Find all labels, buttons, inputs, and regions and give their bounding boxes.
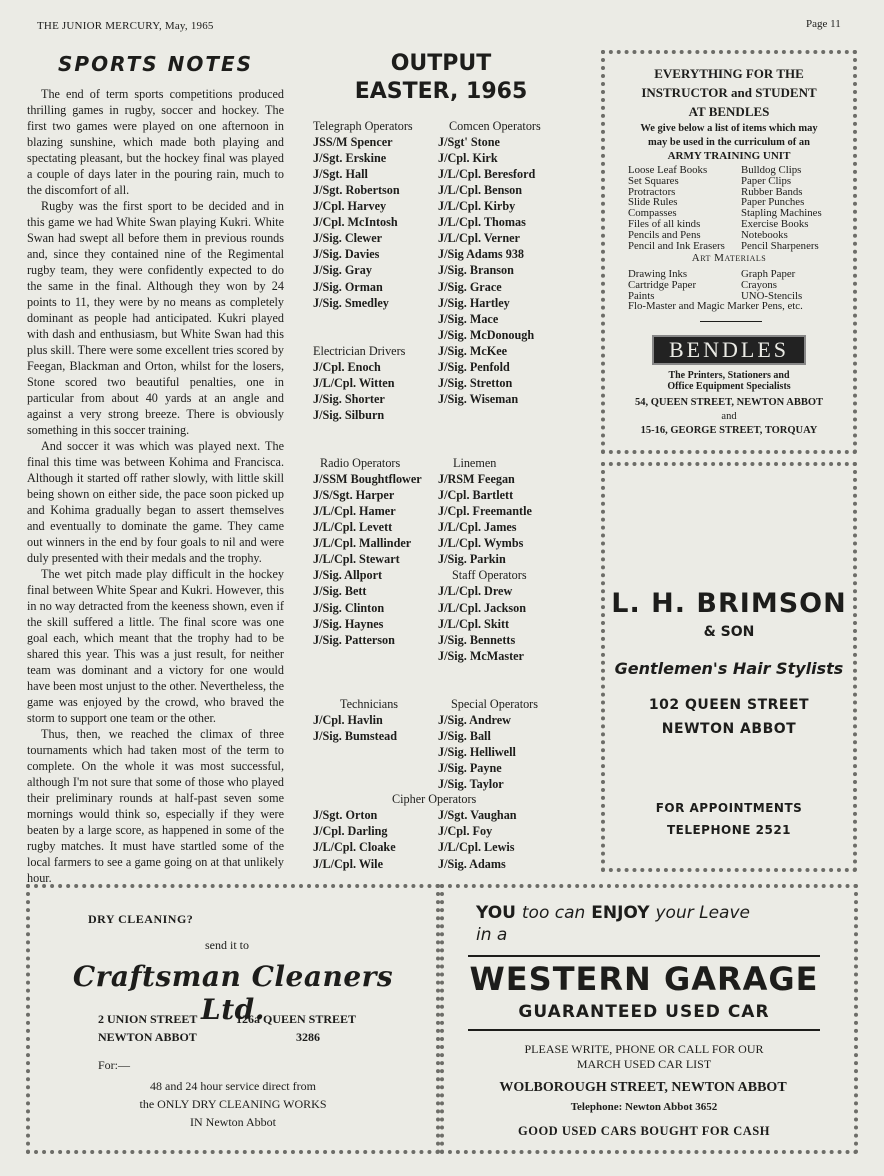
roster-entry: J/L/Cpl. Hamer (313, 504, 396, 519)
bendles-item: Paper Clips (741, 174, 792, 187)
roster-entry: J/L/Cpl. Lewis (438, 840, 515, 855)
bendles-and: and (721, 411, 737, 422)
bendles-item: Pencil Sharpeners (741, 239, 819, 252)
running-header: THE JUNIOR MERCURY, May, 1965 (37, 20, 214, 32)
bendles-art-item: UNO-Stencils (741, 289, 803, 302)
bendles-item: Exercise Books (741, 218, 809, 230)
bendles-intro-line: ARMY TRAINING UNIT (667, 150, 791, 162)
bendles-item: Rubber Bands (741, 185, 803, 198)
roster-heading: Telegraph Operators (313, 119, 413, 133)
bendles-heading-line: AT BENDLES (688, 104, 770, 119)
roster-entry: J/L/Cpl. Levett (313, 520, 393, 535)
brimson-address-town: NEWTON ABBOT (661, 721, 797, 737)
bendles-address-torquay: 15-16, GEORGE STREET, TORQUAY (640, 425, 818, 436)
cleaners-phone: 3286 (296, 1030, 320, 1044)
roster-entry: J/Sig. Patterson (313, 632, 395, 647)
roster-heading: Linemen (453, 456, 497, 471)
roster-entry: J/L/Cpl. Witten (313, 375, 395, 390)
roster-entry: J/Cpl. Bartlett (438, 488, 514, 503)
bendles-item: Slide Rules (628, 196, 678, 209)
roster-heading: Electrician Drivers (313, 343, 406, 358)
roster-entry: J/Sig. Bumstead (313, 728, 397, 743)
page-number: Page 11 (806, 18, 841, 30)
roster-heading: Comcen Operators (449, 119, 541, 133)
cleaners-question: DRY CLEANING? (88, 912, 194, 926)
roster-entry: J/S/Sgt. Harper (313, 488, 395, 503)
roster-entry: J/Sig Adams 938 (438, 247, 525, 262)
roster-entry: J/Sgt. Vaughan (438, 808, 517, 822)
roster-entry: J/Sgt' Stone (438, 135, 500, 150)
roster-entry: J/Sgt. Erskine (313, 151, 387, 166)
brimson-name: L. H. BRIMSON (611, 588, 847, 619)
roster-entry: J/L/Cpl. Kirby (438, 199, 516, 214)
bendles-printers-line: Office Equipment Specialists (667, 381, 791, 392)
roster-entry: J/Sig. Gray (313, 263, 372, 278)
roster-entry: J/Sig. Helliwell (438, 744, 516, 759)
bendles-item: Files of all kinds (628, 218, 701, 230)
roster-entry: J/Sgt. Hall (313, 167, 368, 182)
bendles-logo: BENDLES (652, 335, 806, 365)
garage-address: WOLBOROUGH STREET, NEWTON ABBOT (499, 1080, 787, 1095)
sports-notes-article (27, 86, 284, 886)
roster-entry: J/Cpl. Darling (313, 824, 388, 839)
roster-entry: J/Sig. Clinton (313, 600, 385, 615)
article-paragraph: And soccer it was which was played next. The final this time was between Kohima and Francisca. Although it started off rather slowly, with little skill being shown on either side, the pace soon picked up and Kohima gradually began to assert themselves and eventually to dominate the game. They came out winners in the end by four goals to nil and were duly presented with their medals and the trophy. (27, 439, 284, 565)
roster-entry: J/Cpl. Kirk (438, 151, 498, 166)
bendles-item: Notebooks (741, 228, 788, 241)
roster-entry: J/Sig. McKee (438, 343, 508, 358)
garage-guaranteed: GUARANTEED USED CAR (518, 1002, 770, 1022)
roster-entry: J/Sig. Taylor (438, 777, 504, 792)
roster-entry: J/Sig. Allport (313, 568, 383, 583)
garage-please-line: PLEASE WRITE, PHONE OR CALL FOR OUR (524, 1042, 764, 1056)
bendles-item: Pencil and Ink Erasers (628, 239, 725, 252)
roster-entry: J/Sig. Wiseman (438, 391, 519, 406)
roster-entry: J/L/Cpl. Verner (438, 231, 520, 246)
roster-entry: J/L/Cpl. Jackson (438, 600, 527, 615)
roster-entry: J/Sig. Haynes (313, 616, 384, 631)
article-paragraph: The end of term sports competitions produced thrilling games in rugby, soccer and hockey. The first two games were played on one afternoon in blazing sunshine, which made both playing and spectating pleasant, but the hockey final was played a couple of days later in the pouring rain, much to the discomfort of all. (27, 87, 284, 197)
roster-entry: J/Sig. Grace (438, 279, 502, 294)
bendles-item: Protractors (628, 185, 676, 198)
divider (468, 1029, 820, 1031)
roster-entry: J/Sgt. Orton (313, 808, 378, 822)
cleaners-for: For:— (98, 1058, 131, 1072)
divider (700, 321, 762, 322)
bendles-art-item: Cartridge Paper (628, 278, 697, 291)
roster-heading: Special Operators (451, 696, 538, 711)
output-title (330, 50, 552, 106)
roster-entry: J/L/Cpl. Stewart (313, 552, 400, 567)
roster-entry: J/Cpl. Foy (438, 824, 493, 839)
roster-entry: J/Sig. Clewer (313, 231, 383, 246)
roster-entry: J/Sig. Parkin (438, 552, 506, 567)
roster-entry: J/Sig. Andrew (438, 712, 511, 727)
roster-entry: J/Sgt. Robertson (313, 183, 400, 198)
roster-entry: J/Sig. Hartley (438, 295, 510, 310)
bendles-item: Compasses (628, 207, 677, 220)
bendles-item: Stapling Machines (741, 207, 822, 220)
roster-heading: Technicians (340, 696, 399, 711)
bendles-heading-line: INSTRUCTOR and STUDENT (641, 85, 817, 100)
roster-entry: J/RSM Feegan (438, 472, 515, 487)
garage-tagline-you: YOU (476, 903, 516, 923)
cleaners-address-town: NEWTON ABBOT (98, 1030, 197, 1044)
roster-entry: J/Sig. Ball (438, 728, 491, 743)
garage-tagline-enjoy: ENJOY (591, 903, 650, 923)
bendles-flo-master: Flo-Master and Magic Marker Pens, etc. (628, 300, 803, 312)
roster-entry: J/Sig. Stretton (438, 375, 513, 390)
bendles-address-newton: 54, QUEEN STREET, NEWTON ABBOT (634, 397, 824, 408)
sports-notes-title: SPORTS NOTES (58, 52, 254, 76)
garage-please-write (468, 1042, 820, 1072)
roster-entry: J/L/Cpl. Wile (313, 856, 383, 871)
garage-tagline-too-can: too can (521, 903, 586, 923)
roster-entry: J/Cpl. Harvey (313, 199, 387, 214)
brimson-stylists: Gentlemen's Hair Stylists (614, 659, 844, 678)
article-paragraph: Thus, then, we reached the climax of three tournaments which had taken most of the term to complete. On the whole it was most successful, although I'm not sure that some of those who played their preliminary rounds at half-past seven some mornings would think so, especially if they were beaten by a large score, as happened in some of the rugby matches. It must have startled some of the local farmers to see a game going on at that unlikely hour. (27, 727, 284, 885)
roster-entry: J/Sig. Orman (313, 279, 383, 294)
roster-entry: J/L/Cpl. Wymbs (438, 536, 524, 551)
roster-entry: J/L/Cpl. Benson (438, 183, 522, 198)
roster-entry: J/Sig. McMaster (438, 648, 524, 663)
bendles-art-item: Crayons (741, 278, 777, 291)
roster-entry: J/Sig. Adams (438, 856, 506, 871)
roster-heading: Staff Operators (452, 568, 527, 583)
bendles-heading (618, 64, 840, 121)
bendles-intro-line: may be used in the curriculum of an (648, 136, 810, 148)
garage-name: WESTERN GARAGE (469, 960, 819, 998)
cleaners-service-line: 48 and 24 hour service direct from (150, 1079, 316, 1093)
roster-entry: JSS/M Spencer (313, 135, 393, 150)
bendles-item: Set Squares (628, 174, 679, 187)
bendles-item: Loose Leaf Books (628, 164, 708, 176)
brimson-telephone: TELEPHONE 2521 (666, 823, 792, 837)
roster-heading: Cipher Operators (392, 792, 477, 806)
roster-entry: J/L/Cpl. Drew (438, 584, 513, 599)
bendles-intro (618, 122, 840, 164)
roster-entry: J/L/Cpl. Mallinder (313, 536, 412, 551)
roster-entry: J/SSM Boughtflower (313, 472, 422, 487)
garage-tagline-in-a: in a (476, 925, 508, 945)
bendles-item: Paper Punches (741, 196, 805, 209)
roster-entry: J/Sig. Davies (313, 247, 380, 262)
bendles-printers (618, 370, 840, 392)
brimson-appointments: FOR APPOINTMENTS (655, 801, 803, 815)
garage-telephone: Telephone: Newton Abbot 3652 (570, 1101, 718, 1113)
bendles-art-item: Drawing Inks (628, 268, 688, 280)
roster-entry: J/L/Cpl. Thomas (438, 215, 526, 230)
roster-entry: J/L/Cpl. James (438, 520, 517, 535)
output-title-line: EASTER, 1965 (354, 79, 528, 104)
article-paragraph: The wet pitch made play difficult in the hockey final between White Spear and Kukri. However, this in no way detracted from the keeness shown, even if the skill suffered a little. The final score was one goal each, which meant that the trophy had to be shared this year. This was a just result, for neither team was dominant and a victory for one would have been most unjust to the other. Nevertheless, the game was enjoyed by the crowd, who braved the storm to support one team or the other. (27, 567, 284, 725)
roster-entry: J/L/Cpl. Cloake (313, 840, 396, 855)
garage-cash: GOOD USED CARS BOUGHT FOR CASH (518, 1124, 770, 1138)
roster-entry: J/Sig. Smedley (313, 295, 389, 310)
roster-entry: J/Sig. Penfold (438, 359, 510, 374)
roster-entry: J/Sig. Silburn (313, 407, 385, 422)
bendles-intro-line: We give below a list of items which may (640, 123, 818, 134)
roster-entry: J/Sig. McDonough (438, 327, 535, 342)
roster-entry: J/Cpl. Enoch (313, 359, 381, 374)
bendles-art-item: Paints (628, 289, 655, 302)
roster-entry: J/Sig. Payne (438, 761, 502, 775)
brimson-son: & SON (703, 624, 755, 640)
roster-entry: J/L/Cpl. Beresford (438, 167, 536, 182)
bendles-heading-line: EVERYTHING FOR THE (654, 66, 804, 81)
cleaners-send: send it to (205, 938, 249, 952)
garage-tagline-your-leave: your Leave (655, 903, 750, 923)
roster-entry: J/Cpl. Havlin (313, 712, 383, 727)
bendles-printers-line: The Printers, Stationers and (668, 370, 790, 381)
roster-entry: J/Sig. Mace (438, 311, 499, 326)
bendles-item: Bulldog Clips (741, 164, 802, 176)
output-title-line: OUTPUT (390, 51, 492, 76)
bendles-item: Pencils and Pens (628, 228, 701, 241)
garage-please-line: MARCH USED CAR LIST (576, 1057, 712, 1071)
cleaners-service-line: the ONLY DRY CLEANING WORKS (139, 1097, 327, 1111)
bendles-art-heading: Art Materials (691, 252, 767, 264)
roster-entry: J/L/Cpl. Skitt (438, 616, 510, 631)
cleaners-address-union: 2 UNION STREET (98, 1012, 198, 1026)
bendles-art-item: Graph Paper (741, 268, 796, 280)
brimson-address-street: 102 QUEEN STREET (648, 697, 810, 713)
roster-entry: J/Cpl. Freemantle (438, 504, 532, 519)
roster-heading: Radio Operators (320, 456, 401, 471)
cleaners-name: Craftsman Cleaners Ltd. (72, 960, 394, 1026)
roster-entry: J/Cpl. McIntosh (313, 215, 398, 230)
garage-tagline (476, 902, 836, 946)
cleaners-address-queen: 126a QUEEN STREET (236, 1012, 357, 1026)
roster-entry: J/Sig. Shorter (313, 391, 385, 406)
cleaners-service-line: IN Newton Abbot (190, 1115, 276, 1129)
article-paragraph: Rugby was the first sport to be decided and in this game we had White Swan playing Kukri. White Swan had swept all before them in previous rounds and, since they contained nine of the Regimental rugby team, they were confidently expected to do the same in the final. Although they won by 24 points to 11, they were by no means as completely dominant as people had anticipated. Kukri played with dash and enthusiasm, but White Swan had this plus skill. There were some excellent tries scored by Feegan, Blackman and Orton, whilst for the losers, Stone scored two beautiful penalties, one in particular from about 40 yards at an angle and against a very strong breeze. There is obviously something in this soccer training. (27, 199, 284, 437)
roster-entry: J/Sig. Bett (313, 584, 367, 599)
roster-entry: J/Sig. Branson (438, 263, 514, 278)
divider (468, 955, 820, 957)
roster-entry: J/Sig. Bennetts (438, 632, 516, 647)
